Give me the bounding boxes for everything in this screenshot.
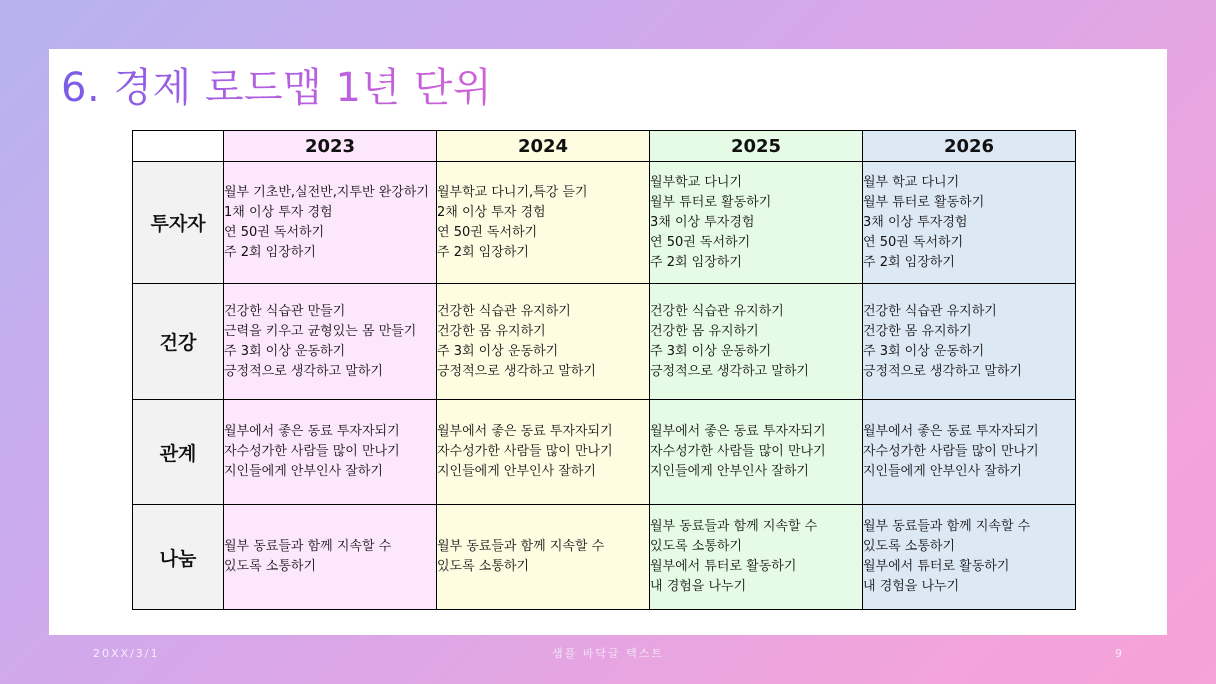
goal-line: 긍정적으로 생각하고 말하기 (650, 363, 809, 379)
table-row-relationship (133, 400, 1076, 505)
cell-investor-2024[interactable] (437, 162, 650, 284)
goal-line: 연 50권 독서하기 (650, 234, 751, 250)
goal-line: 있도록 소통하기 (650, 539, 743, 554)
cell-relationship-2023[interactable] (224, 400, 437, 505)
cell-relationship-2024[interactable] (437, 400, 650, 505)
goal-line: 월부 학교 다니기 (863, 174, 960, 190)
goal-line: 자수성가한 사람들 많이 만나기 (437, 444, 613, 459)
goal-line: 월부 기초반,실전반,지투반 완강하기 (224, 184, 429, 200)
goal-line: 주 2회 임장하기 (437, 244, 529, 260)
goal-line: 있도록 소통하기 (863, 539, 956, 554)
footer-date: 20XX/3/1 (93, 647, 160, 660)
goal-line: 월부에서 좋은 동료 투자자되기 (650, 424, 826, 439)
goal-line: 건강한 몸 유지하기 (650, 323, 759, 339)
footer-text: 샘플 바닥글 텍스트 (551, 647, 664, 660)
row-header-investor: 투자자 (133, 162, 224, 284)
slide-canvas (49, 49, 1167, 635)
year-header-2023: 2023 (224, 131, 437, 162)
goal-line: 3채 이상 투자경험 (863, 214, 968, 230)
goal-line: 주 2회 임장하기 (650, 254, 742, 270)
page-number: 9 (1115, 647, 1122, 660)
goal-line: 월부 동료들과 함께 지속할 수 (863, 519, 1031, 534)
cell-health-2026[interactable] (863, 284, 1076, 400)
cell-relationship-2025[interactable] (650, 400, 863, 505)
goal-line: 월부에서 튜터로 활동하기 (863, 559, 1010, 574)
year-header-2025: 2025 (650, 131, 863, 162)
goal-line: 월부 튜터로 활동하기 (650, 194, 772, 210)
cell-sharing-2025[interactable] (650, 505, 863, 610)
cell-investor-2026[interactable] (863, 162, 1076, 284)
goal-line: 월부 동료들과 함께 지속할 수 (650, 519, 818, 534)
cell-sharing-2023[interactable] (224, 505, 437, 610)
goal-line: 2채 이상 투자 경험 (437, 204, 546, 220)
table-row-health (133, 284, 1076, 400)
goal-line: 주 3회 이상 운동하기 (224, 343, 346, 359)
goal-line: 건강한 식습관 유지하기 (437, 303, 571, 319)
goal-line: 긍정적으로 생각하고 말하기 (437, 363, 596, 379)
corner-cell (133, 131, 224, 162)
goal-line: 월부학교 다니기,특강 듣기 (437, 184, 588, 200)
row-header-relationship: 관계 (133, 400, 224, 505)
goal-line: 근력을 키우고 균형있는 몸 만들기 (224, 323, 417, 339)
cell-sharing-2026[interactable] (863, 505, 1076, 610)
goal-line: 자수성가한 사람들 많이 만나기 (863, 444, 1039, 459)
roadmap-table[interactable] (132, 130, 1076, 610)
goal-line: 월부에서 좋은 동료 투자자되기 (863, 424, 1039, 439)
goal-line: 월부에서 튜터로 활동하기 (650, 559, 797, 574)
goal-line: 자수성가한 사람들 많이 만나기 (650, 444, 826, 459)
row-header-sharing: 나눔 (133, 505, 224, 610)
goal-line: 건강한 식습관 유지하기 (863, 303, 997, 319)
goal-line: 건강한 식습관 만들기 (224, 303, 346, 319)
goal-line: 연 50권 독서하기 (437, 224, 538, 240)
goal-line: 건강한 식습관 유지하기 (650, 303, 784, 319)
goal-line: 지인들에게 안부인사 잘하기 (437, 464, 596, 479)
goal-line: 긍정적으로 생각하고 말하기 (863, 363, 1022, 379)
table-row-investor (133, 162, 1076, 284)
cell-sharing-2024[interactable] (437, 505, 650, 610)
cell-health-2024[interactable] (437, 284, 650, 400)
goal-line: 긍정적으로 생각하고 말하기 (224, 363, 383, 379)
goal-line: 주 3회 이상 운동하기 (863, 343, 985, 359)
goal-line: 월부에서 좋은 동료 투자자되기 (224, 424, 400, 439)
goal-line: 건강한 몸 유지하기 (437, 323, 546, 339)
cell-investor-2025[interactable] (650, 162, 863, 284)
row-header-health: 건강 (133, 284, 224, 400)
table-row-sharing (133, 505, 1076, 610)
goal-line: 월부 튜터로 활동하기 (863, 194, 985, 210)
goal-line: 주 2회 임장하기 (224, 244, 316, 260)
goal-line: 건강한 몸 유지하기 (863, 323, 972, 339)
goal-line: 연 50권 독서하기 (224, 224, 325, 240)
roadmap-body (133, 162, 1076, 610)
cell-investor-2023[interactable] (224, 162, 437, 284)
goal-line: 지인들에게 안부인사 잘하기 (863, 464, 1022, 479)
slide-title[interactable]: 6. 경제 로드맵 1년 단위 (61, 59, 492, 117)
goal-line: 1채 이상 투자 경험 (224, 204, 333, 220)
goal-line: 주 2회 임장하기 (863, 254, 955, 270)
header-row (133, 131, 1076, 162)
cell-health-2023[interactable] (224, 284, 437, 400)
goal-line: 내 경험을 나누기 (863, 579, 960, 594)
goal-line: 월부에서 좋은 동료 투자자되기 (437, 424, 613, 439)
goal-line: 있도록 소통하기 (437, 559, 530, 574)
year-header-2026: 2026 (863, 131, 1076, 162)
goal-line: 월부학교 다니기 (650, 174, 743, 190)
cell-relationship-2026[interactable] (863, 400, 1076, 505)
goal-line: 지인들에게 안부인사 잘하기 (650, 464, 809, 479)
goal-line: 있도록 소통하기 (224, 559, 317, 574)
goal-line: 지인들에게 안부인사 잘하기 (224, 464, 383, 479)
goal-line: 월부 동료들과 함께 지속할 수 (224, 539, 392, 554)
goal-line: 3채 이상 투자경험 (650, 214, 755, 230)
cell-health-2025[interactable] (650, 284, 863, 400)
goal-line: 주 3회 이상 운동하기 (650, 343, 772, 359)
goal-line: 내 경험을 나누기 (650, 579, 747, 594)
year-header-2024: 2024 (437, 131, 650, 162)
goal-line: 주 3회 이상 운동하기 (437, 343, 559, 359)
goal-line: 월부 동료들과 함께 지속할 수 (437, 539, 605, 554)
goal-line: 자수성가한 사람들 많이 만나기 (224, 444, 400, 459)
goal-line: 연 50권 독서하기 (863, 234, 964, 250)
